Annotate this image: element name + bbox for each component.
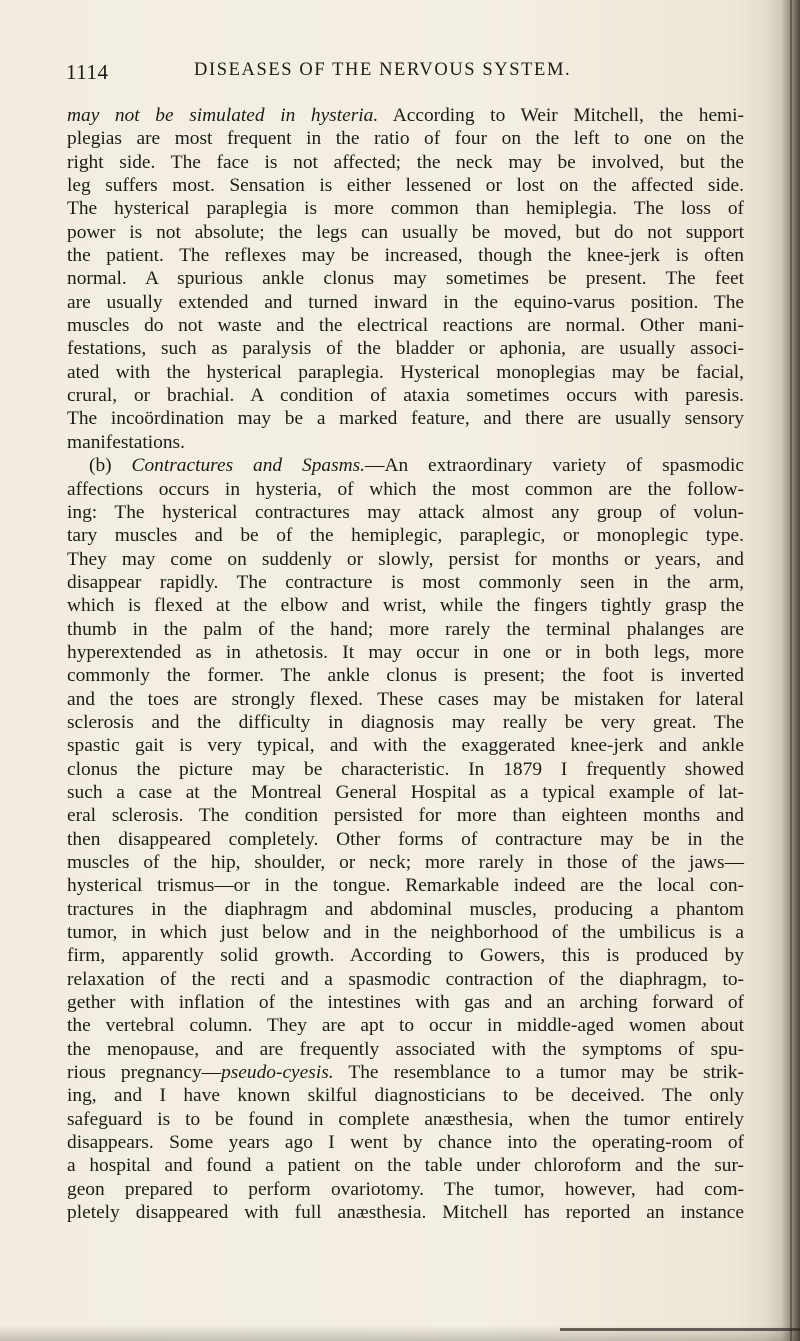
text-line: The hysterical paraplegia is more common than hemiplegia. The loss of xyxy=(67,198,744,220)
paragraph-contractures-spasms xyxy=(67,454,744,1224)
italic-term: pseudo-cyesis. xyxy=(221,1062,334,1084)
text-line: disappear rapidly. The contracture is most commonly seen in the arm, xyxy=(67,571,744,593)
text-line: spastic gait is very typical, and with the exaggerated knee-jerk and ankle xyxy=(67,735,744,757)
page-number: 1114 xyxy=(66,60,109,84)
text-line: such a case at the Montreal General Hospital as a typical example of lat- xyxy=(67,781,744,803)
text-line: leg suffers most. Sensation is either lessened or lost on the affected side. xyxy=(67,175,744,197)
text-line: geon prepared to perform ovariotomy. The tumor, however, had com- xyxy=(67,1178,744,1200)
body-text xyxy=(67,104,744,1225)
text-line: disappears. Some years ago I went by chance into the operating-room of xyxy=(67,1132,744,1154)
text-line: are usually extended and turned inward in the equino-varus position. The xyxy=(67,291,744,313)
text-line: a hospital and found a patient on the table under chloroform and the sur- xyxy=(67,1155,744,1177)
text-line: affections occurs in hysteria, of which the most common are the follow- xyxy=(67,478,744,500)
section-title: Contractures and Spasms. xyxy=(131,455,366,477)
text-line: ing: The hysterical contractures may attack almost any group of volun- xyxy=(67,501,744,523)
text-line: The incoördination may be a marked feature, and there are usually sensory xyxy=(67,408,744,430)
page-edge-line xyxy=(790,0,792,1341)
text-line: commonly the former. The ankle clonus is present; the foot is inverted xyxy=(67,665,744,687)
text-line: ated with the hysterical paraplegia. Hysterical monoplegias may be facial, xyxy=(67,361,744,383)
text-line: normal. A spurious ankle clonus may sometimes be present. The feet xyxy=(67,268,744,290)
page-edge-shadow xyxy=(766,0,800,1341)
text-line: safeguard is to be found in complete anæsthesia, when the tumor entirely xyxy=(67,1108,744,1130)
text-line: hysterical trismus—or in the tongue. Remarkable indeed are the local con- xyxy=(67,875,744,897)
text-line: gether with inflation of the intestines with gas and an arching forward of xyxy=(67,992,744,1014)
text-line: which is flexed at the elbow and wrist, while the fingers tightly grasp the xyxy=(67,595,744,617)
text-line: plegias are most frequent in the ratio of four on the left to one on the xyxy=(67,128,744,150)
text-line: pletely disappeared with full anæsthesia. Mitchell has reported an instance xyxy=(67,1202,744,1224)
page-header xyxy=(66,60,744,90)
section-heading-line: (b) Contractures and Spasms.—An extraordinary variety of spasmodic xyxy=(89,455,744,477)
text-line: festations, such as paralysis of the bladder or aphonia, are usually associ- xyxy=(67,338,744,360)
section-label: (b) xyxy=(89,455,112,477)
text-line: tractures in the diaphragm and abdominal muscles, producing a phantom xyxy=(67,898,744,920)
text-line: muscles do not waste and the electrical reactions are normal. Other mani- xyxy=(67,315,744,337)
text-line: clonus the picture may be characteristic. In 1879 I frequently showed xyxy=(67,758,744,780)
text-line: power is not absolute; the legs can usually be moved, but do not support xyxy=(67,221,744,243)
italic-phrase: may not be simulated in hysteria. xyxy=(67,105,379,126)
text-line: and the toes are strongly flexed. These cases may be mistaken for lateral xyxy=(67,688,744,710)
text-line: the patient. The reflexes may be increased, though the knee-jerk is often xyxy=(67,245,744,267)
text-line: sclerosis and the difficulty in diagnosis may really be very great. The xyxy=(67,711,744,733)
paragraph-hysterical-paralysis xyxy=(67,104,744,454)
text-line: crural, or brachial. A condition of ataxia sometimes occurs with paresis. xyxy=(67,385,744,407)
text-line: thumb in the palm of the hand; more rarely the terminal phalanges are xyxy=(67,618,744,640)
text-line: They may come on suddenly or slowly, persist for months or years, and xyxy=(67,548,744,570)
text-line: muscles of the hip, shoulder, or neck; more rarely in those of the jaws— xyxy=(67,852,744,873)
text-line: firm, apparently solid growth. According to Gowers, this is produced by xyxy=(67,945,744,967)
text-line: ing, and I have known skilful diagnosticians to be deceived. The only xyxy=(67,1085,744,1107)
text-line: manifestations. xyxy=(67,431,185,453)
text-line: may not be simulated in hysteria. According to Weir Mitchell, the hemi- xyxy=(67,105,744,126)
running-head: DISEASES OF THE NERVOUS SYSTEM. xyxy=(194,60,572,80)
text-line: tumor, in which just below and in the neighborhood of the umbilicus is a xyxy=(67,922,744,944)
page-bottom-rule xyxy=(560,1328,800,1331)
text-line: then disappeared completely. Other forms of contracture may be in the xyxy=(67,828,744,850)
text-line: tary muscles and be of the hemiplegic, paraplegic, or monoplegic type. xyxy=(67,525,744,547)
text-line: the menopause, and are frequently associated with the symptoms of spu- xyxy=(67,1038,744,1060)
text-line: eral sclerosis. The condition persisted for more than eighteen months and xyxy=(67,805,744,827)
text-line: rious pregnancy—pseudo-cyesis. The resemblance to a tumor may be strik- xyxy=(67,1062,744,1084)
text-line: hyperextended as in athetosis. It may occur in one or in both legs, more xyxy=(67,641,744,663)
text-line: right side. The face is not affected; the neck may be involved, but the xyxy=(67,151,744,173)
text-line: relaxation of the recti and a spasmodic contraction of the diaphragm, to- xyxy=(67,968,744,990)
text-line: the vertebral column. They are apt to occur in middle-aged women about xyxy=(67,1015,744,1037)
